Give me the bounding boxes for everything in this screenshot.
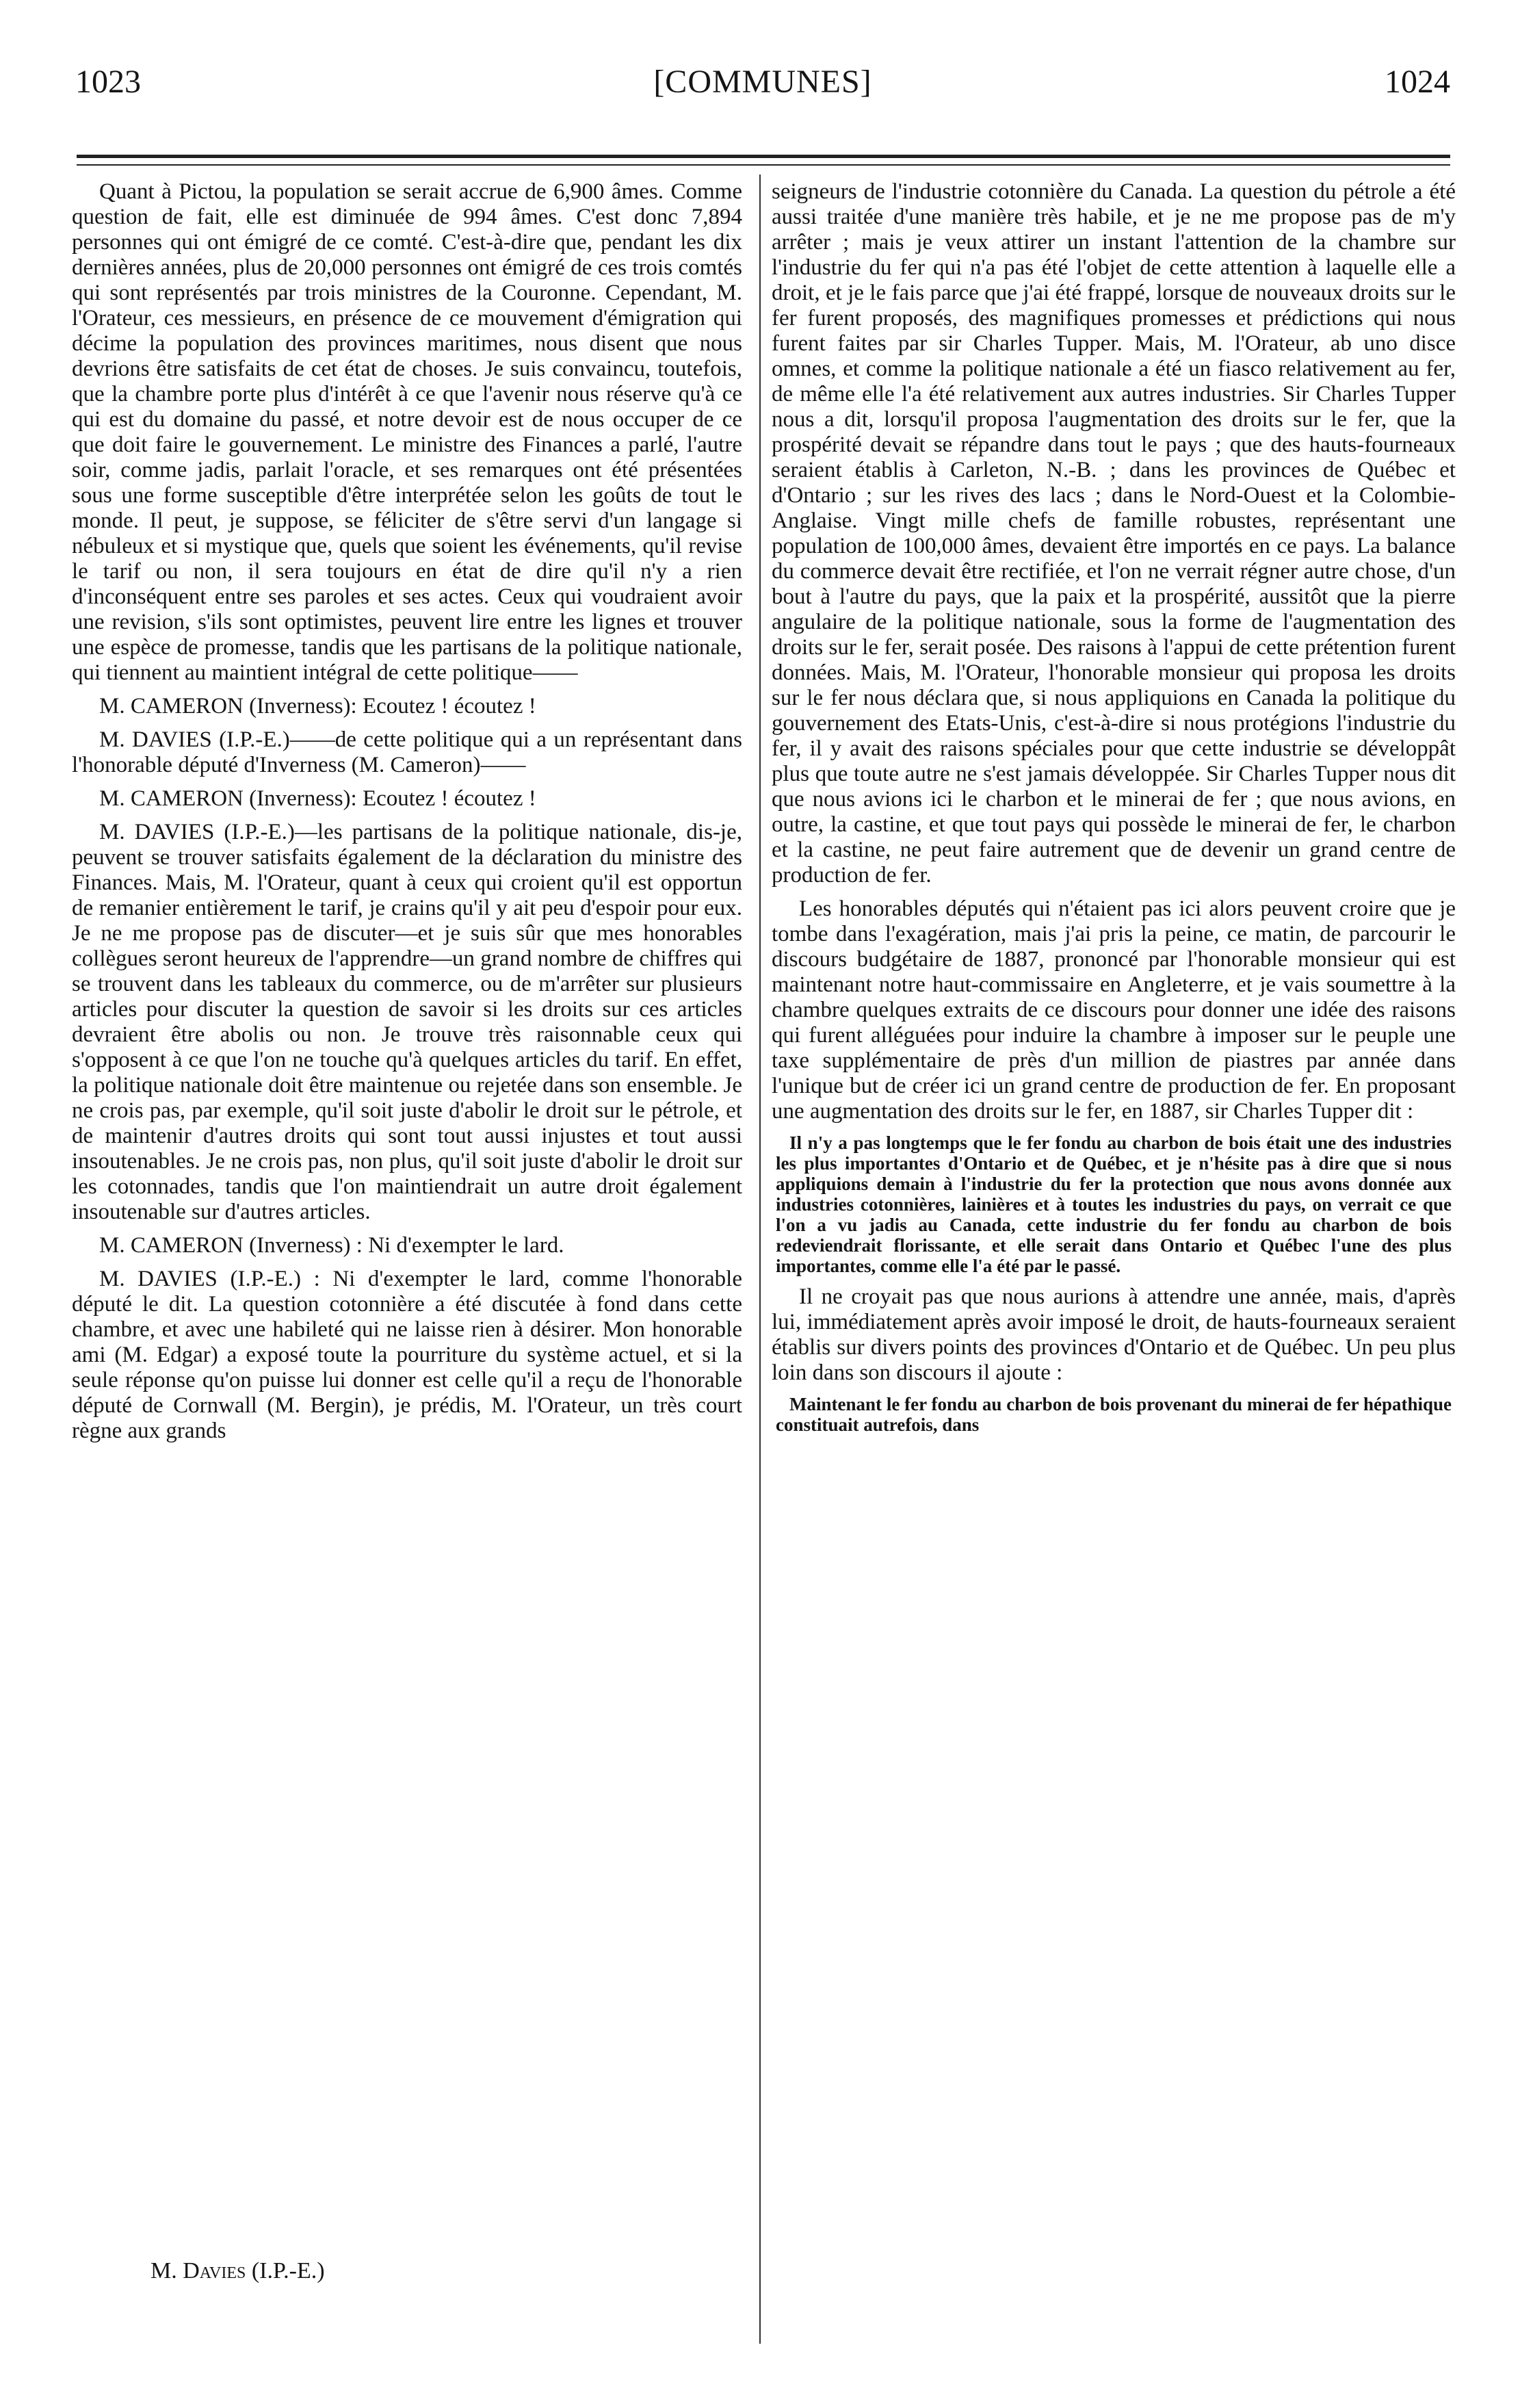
page-number-right: 1024	[1385, 64, 1450, 100]
left-column	[72, 179, 742, 1452]
header-rule-thin	[77, 164, 1450, 166]
right-column	[772, 179, 1456, 1443]
speaker-paragraph: M. DAVIES (I.P.-E.)——de cette politique qui a un représentant dans l'honorable député d'Inverness (M. Cameron)——	[72, 727, 742, 777]
speaker-paragraph: M. DAVIES (I.P.-E.) : Ni d'exempter le lard, comme l'honorable député le dit. La question cotonnière a été discutée à fond dans cette chambre, et avec une habileté qui ne laisse rien à désirer. Mon honorable ami (M. Edgar) a exposé toute la pourriture du système actuel, et si la seule réponse qu'on puisse lui donner est celle qu'il a reçu de l'honorable député de Cornwall (M. Bergin), je prédis, M. l'Orateur, un très court règne aux grands	[72, 1267, 742, 1443]
speaker-paragraph: M. CAMERON (Inverness) : Ni d'exempter le lard.	[99, 1233, 564, 1258]
speaker-paragraph: M. CAMERON (Inverness): Ecoutez ! écoutez !	[99, 694, 536, 718]
block-quote: Maintenant le fer fondu au charbon de bois provenant du minerai de fer hépathique constituait autrefois, dans	[776, 1394, 1452, 1435]
column-divider	[759, 174, 761, 2344]
paragraph: Les honorables députés qui n'étaient pas ici alors peuvent croire que je tombe dans l'exagération, mais j'ai pris la peine, ce matin, de parcourir le discours budgétaire de 1887, prononcé par l'honorable monsieur qui est maintenant notre haut-commissaire en Angleterre, et je vais soumettre à la chambre quelques extraits de ce discours pour donner une idée des raisons qui furent alléguées pour induire la chambre à imposer sur le peuple une taxe supplémentaire de près d'un million de piastres par année dans l'unique but de créer ici un grand centre de production de fer. En proposant une augmentation des droits sur le fer, en 1887, sir Charles Tupper dit :	[772, 896, 1456, 1124]
paragraph: Quant à Pictou, la population se serait accrue de 6,900 âmes. Comme question de fait, elle est diminuée de 994 âmes. C'est donc 7,894 personnes qui ont émigré de ce comté. C'est-à-dire que, pendant les dix dernières années, plus de 20,000 personnes ont émigré de ces trois comtés qui sont représentés par trois ministres de la Couronne. Cependant, M. l'Orateur, ces messieurs, en présence de ce mouvement d'émigration qui décime la population des provinces maritimes, nous disent que nous devrions être satisfaits de cet état de choses. Je suis convaincu, toutefois, que la chambre porte plus d'intérêt à ce que l'avenir nous réserve qu'à ce qui est du domaine du passé, et notre devoir est de nous occuper de ce que doit faire le gouvernement. Le ministre des Finances a parlé, l'autre soir, comme jadis, parlait l'oracle, et ses remarques ont été présentées sous une forme susceptible d'être interprétée selon les goûts de tout le monde. Il peut, je suppose, se féliciter de s'être servi d'un langage si nébuleux et si mystique que, quels que soient les événements, qu'il revise le tarif ou non, il sera toujours en état de dire qu'il n'y a rien d'inconséquent entre ses paroles et ses actes. Ceux qui voudraient avoir une revision, s'ils sont optimistes, peuvent lire entre les lignes et trouver une espèce de promesse, tandis que les partisans de la politique nationale, qui tiennent au maintient intégral de cette politique——	[72, 179, 742, 685]
page-number-left: 1023	[75, 64, 141, 100]
running-title: [COMMUNES]	[653, 64, 872, 100]
paragraph: seigneurs de l'industrie cotonnière du Canada. La question du pétrole a été aussi traitée d'une manière très habile, et je ne me propose pas de m'y arrêter ; mais je veux attirer un instant l'attention de la chambre sur l'industrie du fer qui n'a pas été l'objet de cette attention à laquelle elle a droit, et je le fais parce que j'ai été frappé, lorsque de nouveaux droits sur le fer furent proposés, des magnifiques promesses et prédictions qui nous furent faites par sir Charles Tupper. Mais, M. l'Orateur, ab uno disce omnes, et comme la politique nationale a été un fiasco relativement au fer, de même elle l'a été relativement aux autres industries. Sir Charles Tupper nous a dit, lorsqu'il proposa l'augmentation des droits sur le fer, que la prospérité devait se répandre dans tout le pays ; que des hauts-fourneaux seraient établis à Carleton, N.-B. ; dans les provinces de Québec et d'Ontario ; sur les rives des lacs ; dans le Nord-Ouest et la Colombie-Anglaise. Vingt mille chefs de famille robustes, représentant une population de 100,000 âmes, devaient être importés en ce pays. La balance du commerce devait être rectifiée, et l'on ne verrait régner autre chose, d'un bout à l'autre du pays, que la paix et la prospérité, aussitôt que la pierre angulaire de la politique nationale, sous la forme de l'augmentation des droits sur le fer, serait posée. Des raisons à l'appui de cette prétention furent données. Mais, M. l'Orateur, l'honorable monsieur qui proposa les droits sur le fer nous déclara que, si nous appliquions en Canada la politique du gouvernement des Etats-Unis, c'est-à-dire si nous protégions l'industrie du fer, il y avait des raisons spéciales pour que cette industrie se développât plus que toute autre ne s'est jamais développée. Sir Charles Tupper nous dit que nous avions ici le charbon et le minerai de fer ; que nous avions, en outre, la castine, et que tout pays qui possède le minerai de fer, le charbon et la castine, ne peut faire autrement que de devenir un grand centre de production de fer.	[772, 179, 1456, 888]
footer-speaker-catchword: M. Davies (I.P.-E.)	[150, 2258, 325, 2283]
paragraph: Il ne croyait pas que nous aurions à attendre une année, mais, d'après lui, immédiatement après avoir imposé le droit, de hauts-fourneaux seraient établis sur divers points des provinces d'Ontario et de Québec. Un peu plus loin dans son discours il ajoute :	[772, 1284, 1456, 1385]
block-quote: Il n'y a pas longtemps que le fer fondu au charbon de bois était une des industries les plus importantes d'Ontario et de Québec, et je n'hésite pas à dire que si nous appliquions demain à l'industrie du fer la protection que nous avons donnée aux industries cotonnières, lainières et à toutes les industries du pays, on verrait ce que l'on a vu jadis au Canada, cette industrie du fer fondu au charbon de bois redeviendrait florissante, et elle serait dans Ontario et Québec l'une des plus importantes, comme elle l'a été par le passé.	[776, 1132, 1452, 1276]
header-rule-thick	[77, 155, 1450, 158]
speaker-paragraph: M. CAMERON (Inverness): Ecoutez ! écoutez !	[99, 786, 536, 811]
page-header	[75, 63, 1450, 111]
speaker-paragraph: M. DAVIES (I.P.-E.)—les partisans de la politique nationale, dis-je, peuvent se trouver satisfaits également de la déclaration du ministre des Finances. Mais, M. l'Orateur, quant à ceux qui croient qu'il est opportun de remanier entièrement le tarif, je crains qu'il y ait peu d'espoir pour eux. Je ne me propose pas de discuter—et je suis sûr que mes honorables collègues seront heureux de l'apprendre—un grand nombre de chiffres qui se trouvent dans les tableaux du commerce, ou de m'arrêter sur plusieurs articles pour discuter la question de savoir si les droits sur ces articles devraient être abolis ou non. Je trouve très raisonnable ceux qui s'opposent à ce que l'on ne touche qu'à quelques articles du tarif. En effet, la politique nationale doit être maintenue ou rejetée dans son ensemble. Je ne crois pas, par exemple, qu'il soit juste d'abolir le droit sur le pétrole, et de maintenir d'autres droits qui sont tout aussi injustes et tout aussi insoutenables. Je ne crois pas, non plus, qu'il soit juste d'abolir le droit sur les cotonnades, tandis que l'on maintiendrait un autre droit également insoutenable sur d'autres articles.	[72, 820, 742, 1224]
